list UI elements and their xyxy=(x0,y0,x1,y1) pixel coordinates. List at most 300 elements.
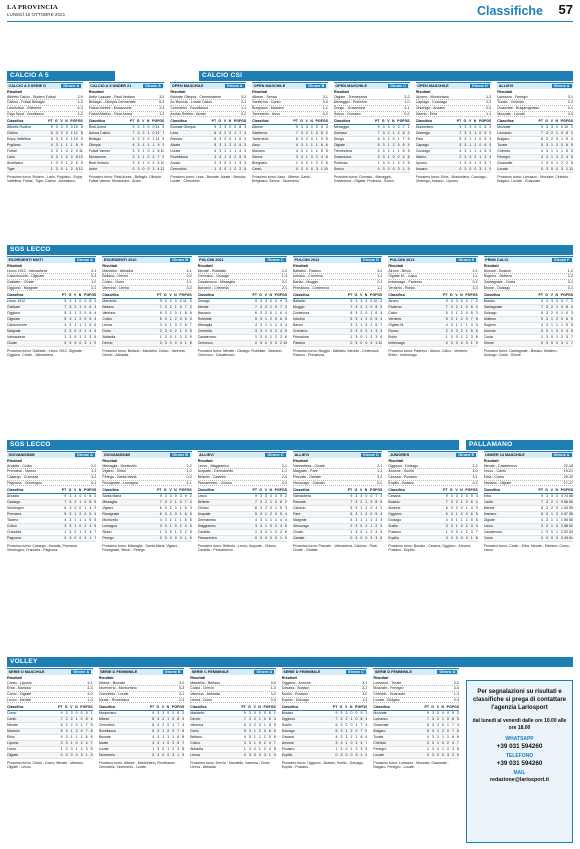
team-stat: 0 xyxy=(258,753,261,758)
team-stat: 5 xyxy=(189,329,192,334)
team-stat: 6 xyxy=(132,137,135,142)
mail-address[interactable]: redazione@lariosport.it xyxy=(489,777,550,784)
standings-row xyxy=(99,753,185,759)
team-name: Alzate xyxy=(98,741,109,746)
standings-col-p: P xyxy=(83,293,87,298)
team-name: Pescarenico xyxy=(197,536,217,541)
team-stat: 1 xyxy=(370,329,373,334)
team-stat: 2 xyxy=(70,161,73,166)
team-stat: 0 xyxy=(169,341,172,346)
team-stat: 5 xyxy=(470,518,473,523)
team-stat: 0 xyxy=(387,167,390,172)
team-stat: 3 xyxy=(464,167,467,172)
team-stat: 6 xyxy=(375,311,378,316)
team-stat: 3 xyxy=(355,305,358,310)
team-stat: 0 xyxy=(561,299,563,304)
standings-col-n: N xyxy=(460,488,463,493)
team-stat: 1 xyxy=(70,131,73,136)
team-stat: 0 xyxy=(455,536,458,541)
team-stat: 0 xyxy=(474,167,477,172)
standings-column xyxy=(484,451,573,621)
match-teams: Ardor Lazzate - Real Vedano xyxy=(88,94,135,99)
team-stat: 0 xyxy=(80,729,83,734)
standings-row xyxy=(7,536,96,542)
team-stat: 2 xyxy=(60,131,63,136)
match-teams: Menaggio - Porlezza xyxy=(333,100,367,105)
girone-badge: Girone C xyxy=(347,669,364,674)
team-stat: 2 xyxy=(162,717,165,722)
team-stat: 6 xyxy=(159,512,162,517)
team-stat: 1 xyxy=(345,741,348,746)
girone-badge: Girone C xyxy=(267,257,284,262)
team-name: Malgrate xyxy=(293,518,307,523)
standings-column xyxy=(102,451,191,621)
team-stat: 3 xyxy=(94,305,97,310)
team-stat: 4 xyxy=(407,137,410,142)
standings-table xyxy=(102,494,191,542)
team-stat: 3 xyxy=(164,518,167,523)
team-stat: 1 xyxy=(70,137,73,142)
team-stat: 1 xyxy=(474,131,477,136)
team-stat: 6 xyxy=(244,167,247,172)
match-score: 0-1 xyxy=(281,280,287,285)
girone-badge: Girone D xyxy=(362,257,379,262)
team-stat: 5 xyxy=(470,329,473,334)
team-stat: 2 xyxy=(375,524,378,529)
team-name: Rogeno xyxy=(483,323,496,328)
team-stat: 1 xyxy=(80,735,83,740)
team-stat: 2 xyxy=(489,131,492,136)
match-teams: Lomazzo - Turate xyxy=(373,680,402,685)
team-stat: 0 xyxy=(355,717,358,722)
team-stat: 3 xyxy=(260,323,262,328)
team-stat: 0 xyxy=(79,506,82,511)
team-stat: 3 xyxy=(470,335,473,340)
team-stat: 61 xyxy=(569,536,573,541)
team-stat: 1 xyxy=(310,131,313,136)
competition-header xyxy=(102,451,191,458)
team-stat: 9 xyxy=(280,494,282,499)
team-stat: 0 xyxy=(469,167,472,172)
standings-table xyxy=(334,125,410,173)
team-stat: 2 xyxy=(447,747,449,752)
team-stat: 7 xyxy=(157,155,160,160)
team-stat: 0 xyxy=(152,131,155,136)
team-stat: 7 xyxy=(470,299,473,304)
team-stat: 0 xyxy=(167,753,170,758)
team-stat: 3 xyxy=(551,494,553,499)
team-name: Premana xyxy=(7,512,22,517)
team-stat: 3 xyxy=(546,155,548,160)
team-stat: 0 xyxy=(392,125,395,130)
standings-row xyxy=(252,167,328,173)
match-teams: Arcadia - Colico xyxy=(7,463,33,468)
standings-col-g: G xyxy=(248,705,251,710)
result-row xyxy=(7,112,83,118)
team-stat: 3 xyxy=(85,747,88,752)
team-stat: 3 xyxy=(164,500,167,505)
team-stat: 6 xyxy=(255,311,257,316)
standings-label: Classifica xyxy=(197,488,214,493)
team-stat: 3 xyxy=(355,536,358,541)
team-stat: 4 xyxy=(380,512,383,517)
team-stat: 0 xyxy=(65,131,68,136)
next-round-note: Prossimo turno: Lesa - Brunate, Alzate - Breccia, Lurate - Cernobbio. xyxy=(170,174,247,183)
team-stat: 0 xyxy=(556,311,558,316)
match-teams: Ballabio - Pasturo xyxy=(293,268,322,273)
team-stat: 4 xyxy=(157,167,160,172)
team-stat: 4 xyxy=(285,311,287,316)
team-stat: 1 xyxy=(465,323,468,328)
team-name: Lurate xyxy=(170,149,181,154)
standings-col-n: N xyxy=(78,293,82,298)
team-stat: 3 xyxy=(65,711,68,716)
team-stat: 1 xyxy=(551,323,553,328)
team-stat: 1 xyxy=(265,524,267,529)
team-stat: 2 xyxy=(365,512,368,517)
team-stat: 3 xyxy=(375,530,378,535)
standings-row xyxy=(293,536,382,542)
match-score: 2-2 xyxy=(404,94,410,99)
team-name: Lario xyxy=(7,155,15,160)
standings-col-gs: GS xyxy=(77,119,83,124)
team-stat: 8 xyxy=(89,500,92,505)
team-name: Calco xyxy=(388,311,398,316)
team-stat: 0 xyxy=(169,329,172,334)
match-teams: Olgiate M. - Calco xyxy=(388,274,418,279)
team-stat: 9 xyxy=(94,341,97,346)
team-stat: 2 xyxy=(275,335,277,340)
team-stat: 0 xyxy=(556,494,558,499)
team-stat: 3 xyxy=(335,741,338,746)
team-stat: 5 xyxy=(459,143,462,148)
team-name: Eupilio xyxy=(281,753,293,758)
team-stat: 1 xyxy=(437,729,439,734)
match-score: 2-2 xyxy=(567,274,573,279)
team-stat: 1 xyxy=(167,735,170,740)
team-stat: 2 xyxy=(239,167,242,172)
standings-col-gf: GF xyxy=(563,488,568,493)
standings-col-v: V xyxy=(436,705,439,710)
team-stat: 3 xyxy=(382,131,385,136)
team-stat: 1 xyxy=(427,747,429,752)
team-stat: 3 xyxy=(219,143,222,148)
team-stat: 3 xyxy=(360,747,363,752)
team-stat: 9 xyxy=(80,143,83,148)
team-stat: 0 xyxy=(275,305,277,310)
team-stat: 3 xyxy=(455,494,458,499)
team-stat: 2 xyxy=(392,143,395,148)
team-stat: 1 xyxy=(455,317,458,322)
standings-col-gf: GF xyxy=(181,488,187,493)
team-name: Merate xyxy=(7,723,18,728)
standings-col-pt: PT xyxy=(129,119,135,124)
match-teams: Barzio - Moggio xyxy=(293,280,319,285)
team-stat: 1 xyxy=(310,143,313,148)
team-stat: 3 xyxy=(355,506,358,511)
team-name: Annone xyxy=(483,329,496,334)
team-stat: 4 xyxy=(541,323,543,328)
standings-col-gf: GF xyxy=(181,293,187,298)
team-stat: 3 xyxy=(546,524,548,529)
team-stat: 0 xyxy=(270,299,272,304)
next-round-note: Prossimo turno: Dervio - Mandello, Varenna - Dorio, Lierna - Abbadia. xyxy=(190,760,271,769)
team-stat: 3 xyxy=(355,311,358,316)
team-stat: 3 xyxy=(265,494,267,499)
team-stat: 0 xyxy=(74,335,77,340)
standings-col-gs: GS xyxy=(91,293,97,298)
team-stat: 2 xyxy=(455,506,458,511)
match-score: 4-1 xyxy=(186,268,192,273)
whatsapp-label: WHATSAPP xyxy=(505,736,534,743)
team-stat: 1 xyxy=(174,530,177,535)
team-stat: 1 xyxy=(556,335,558,340)
match-teams: Bellagio - Olimpia Cermenate xyxy=(88,100,136,105)
team-stat: 1 xyxy=(74,512,77,517)
results-label: Risultati xyxy=(293,458,308,463)
team-stat: 1 xyxy=(258,717,261,722)
next-round-note: Prossimo turno: Moggio - Ballabio, Introbio - Cortenova, Pasturo - Primaluna. xyxy=(293,348,380,357)
team-stat: 3 xyxy=(450,512,453,517)
team-name: Pagnona xyxy=(7,536,22,541)
team-name: Alserio xyxy=(415,155,427,160)
team-name: Monticello xyxy=(102,518,119,523)
section-band-calcio5: CALCIO A 5 xyxy=(7,71,115,81)
team-name: Lecco xyxy=(197,494,207,499)
team-stat: 6 xyxy=(255,506,257,511)
phone-number[interactable]: +39 031 594260 xyxy=(496,760,543,768)
standings-row xyxy=(198,536,287,542)
team-stat: 9 xyxy=(273,753,276,758)
team-stat: 1 xyxy=(152,137,155,142)
girone-badge: Girone A xyxy=(76,257,93,262)
team-stat: 5 xyxy=(268,735,271,740)
team-stat: 1 xyxy=(556,500,558,505)
team-stat: 9 xyxy=(162,155,165,160)
match-score: 1-1 xyxy=(186,280,192,285)
team-stat: 12 xyxy=(155,131,160,136)
team-stat: 5 xyxy=(566,149,568,154)
team-name: Guanzate xyxy=(497,161,513,166)
team-stat: 5 xyxy=(470,311,473,316)
team-stat: 1 xyxy=(270,323,272,328)
team-stat: 1 xyxy=(470,536,473,541)
standings-col-v: V xyxy=(60,119,63,124)
team-stat: 0 xyxy=(64,536,67,541)
team-stat: 3 xyxy=(541,329,543,334)
team-stat: 0 xyxy=(365,323,368,328)
team-stat: 8 xyxy=(268,717,271,722)
team-stat: 4 xyxy=(452,741,454,746)
team-stat: 0 xyxy=(270,341,272,346)
team-stat: 4 xyxy=(244,149,247,154)
standings-row xyxy=(334,167,410,173)
team-stat: 3 xyxy=(432,735,434,740)
team-stat: 0 xyxy=(350,711,353,716)
team-stat: 2 xyxy=(214,161,217,166)
next-round-note: Prossimo turno: Galbiate - Lecco 1912, Olginate - Oggiono, Civate - Valmadrera. xyxy=(7,348,84,357)
team-stat: 6 xyxy=(184,512,187,517)
team-stat: 8 xyxy=(375,500,378,505)
team-stat: 4 xyxy=(445,323,448,328)
team-stat: 0 xyxy=(561,317,563,322)
team-name: Alzate xyxy=(170,143,181,148)
standings-table xyxy=(282,711,368,759)
competition-name: GIOVANISSIMI xyxy=(8,452,35,457)
team-stat: 3 xyxy=(157,735,160,740)
competition-header xyxy=(89,82,165,89)
team-stat: 0 xyxy=(174,506,177,511)
match-score: 2-2 xyxy=(486,100,492,105)
team-stat: 8 xyxy=(475,536,478,541)
team-stat: 3 xyxy=(69,518,72,523)
team-stat: 3 xyxy=(137,137,140,142)
team-stat: 3 xyxy=(546,494,548,499)
team-stat: 9 xyxy=(295,125,298,130)
team-stat: 0 xyxy=(397,143,400,148)
team-stat: 3 xyxy=(370,536,373,541)
team-name: Taceno xyxy=(7,518,19,523)
match-teams: Valmadrera - Civate xyxy=(293,463,325,468)
team-stat: 0 xyxy=(556,155,558,160)
team-stat: 8 xyxy=(484,125,487,130)
team-stat: 0 xyxy=(147,137,150,142)
team-stat: 0 xyxy=(561,512,563,517)
team-stat: 5 xyxy=(239,143,242,148)
team-name: Olimpia xyxy=(88,143,101,148)
standings-col-g: G xyxy=(545,119,548,124)
team-stat: 2 xyxy=(280,341,282,346)
team-stat: 1 xyxy=(370,524,373,529)
match-score: 2-2 xyxy=(472,463,478,468)
team-stat: 2 xyxy=(280,335,282,340)
team-stat: 9 xyxy=(489,167,492,172)
team-stat: 3 xyxy=(65,741,68,746)
results-label: Risultati xyxy=(415,89,431,94)
standings-table xyxy=(388,299,477,347)
team-name: Mozzate xyxy=(497,125,511,130)
team-name: Tavernerio xyxy=(252,137,269,142)
team-stat: 2 xyxy=(397,155,400,160)
results-label: Risultati xyxy=(197,263,213,268)
standings-row xyxy=(7,167,83,173)
match-teams: Cirimido - Guanzate xyxy=(373,692,406,697)
results-label: Risultati xyxy=(190,675,206,680)
team-stat: 7 xyxy=(189,323,192,328)
match-teams: Calolziocorte - Olginate xyxy=(7,274,45,279)
standings-col-n: N xyxy=(555,488,558,493)
whatsapp-number[interactable]: +39 031 594260 xyxy=(496,743,543,751)
team-name: Barzanò xyxy=(197,311,211,316)
team-stat: 4 xyxy=(243,735,246,740)
standings-col-p: P xyxy=(274,293,277,298)
team-stat: 9 xyxy=(541,299,543,304)
team-stat: 1 xyxy=(551,329,553,334)
team-stat: 3 xyxy=(219,131,222,136)
match-score: 3-1 xyxy=(472,475,478,480)
team-stat: 2 xyxy=(305,131,308,136)
team-stat: 3 xyxy=(546,323,548,328)
team-stat: 0 xyxy=(556,524,558,529)
team-stat: 4 xyxy=(280,329,282,334)
team-name: Cistino xyxy=(7,131,18,136)
standings-col-pt: PT xyxy=(332,705,338,710)
team-stat: 6 xyxy=(365,735,368,740)
team-stat: 9 xyxy=(90,753,93,758)
team-stat: 2 xyxy=(280,530,282,535)
match-teams: Varenna - Lierna xyxy=(102,285,129,290)
team-stat: 2 xyxy=(561,329,563,334)
match-score: 0-2 xyxy=(472,480,478,485)
team-stat: 3 xyxy=(164,335,167,340)
team-name: Rovellasca xyxy=(170,155,188,160)
competition-name: OPEN MASCHILE xyxy=(335,83,367,88)
match-score: 0-2 xyxy=(281,480,287,485)
team-stat: 3 xyxy=(432,753,434,758)
match-score: 25-20 xyxy=(563,475,573,480)
match-teams: Capiago - Cucciago xyxy=(415,100,448,105)
team-stat: 5 xyxy=(214,143,217,148)
match-score: 1-3 xyxy=(281,274,287,279)
standings-row xyxy=(170,167,246,173)
team-stat: 1 xyxy=(74,518,77,523)
team-stat: 1 xyxy=(169,518,172,523)
team-name: Lesa xyxy=(170,131,179,136)
standings-col-p: P xyxy=(83,488,87,493)
team-stat: 4 xyxy=(280,323,282,328)
standings-table xyxy=(102,299,191,347)
team-stat: 0 xyxy=(556,536,558,541)
standings-col-g: G xyxy=(259,488,262,493)
match-teams: Garbagnate - Costa xyxy=(483,280,516,285)
team-stat: 0 xyxy=(172,729,175,734)
match-teams: Ac Breccia - Lurate Calcio xyxy=(170,100,212,105)
standings-label: Classifica xyxy=(7,293,24,298)
match-score: 2-0 xyxy=(91,463,97,468)
team-stat: 1 xyxy=(350,335,353,340)
team-stat: 1 xyxy=(65,161,68,166)
team-stat: 0 xyxy=(167,711,170,716)
team-stat: 5 xyxy=(239,155,242,160)
match-teams: Olgiate - Tremezzina xyxy=(333,94,367,99)
team-name: Erba xyxy=(7,735,15,740)
team-stat: 4 xyxy=(295,149,298,154)
team-stat: 4 xyxy=(214,149,217,154)
standings-col-pt: PT xyxy=(424,705,429,710)
match-score: 0-3 xyxy=(186,475,192,480)
team-name: Pasturo xyxy=(293,341,306,346)
standings-col-g: G xyxy=(68,488,72,493)
team-stat: 3 xyxy=(70,711,73,716)
team-stat: 3 xyxy=(546,530,548,535)
standings-column xyxy=(190,668,276,843)
team-stat: 8 xyxy=(184,311,187,316)
team-stat: 3 xyxy=(214,155,217,160)
team-stat: 0 xyxy=(315,125,318,130)
team-stat: 6 xyxy=(427,723,429,728)
team-name: Oggiono xyxy=(388,512,402,517)
team-stat: 1 xyxy=(556,518,558,523)
standings-col-v: V xyxy=(305,119,308,124)
team-stat: 1 xyxy=(74,311,77,316)
standings-row xyxy=(484,341,573,347)
team-stat: 2 xyxy=(474,137,477,142)
team-stat: 3 xyxy=(159,323,162,328)
standings-col-g: G xyxy=(54,119,58,124)
standings-col-pt: PT xyxy=(443,293,448,298)
team-stat: 1 xyxy=(365,500,368,505)
team-stat: 0 xyxy=(541,167,543,172)
